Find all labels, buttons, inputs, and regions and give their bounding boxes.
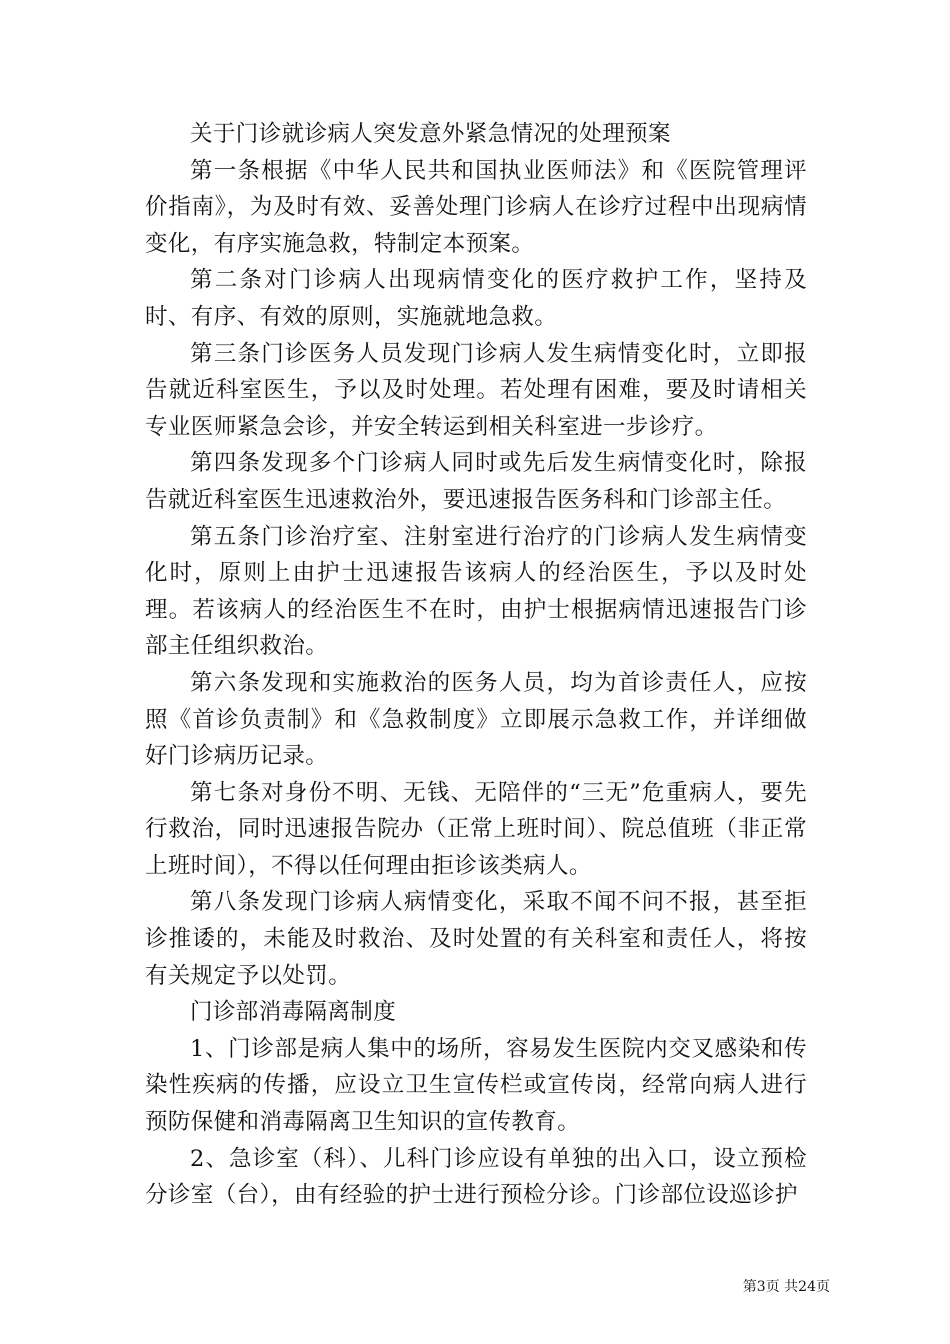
page-number bbox=[0, 1276, 830, 1296]
page-number-suffix: 页 bbox=[816, 1279, 830, 1295]
paragraph-article-4: 第四条发现多个门诊病人同时或先后发生病情变化时，除报告就近科室医生迅速救治外，要迅速报告医务科和门诊部主任。 bbox=[145, 450, 807, 513]
page-number-middle: 页 共 bbox=[765, 1279, 799, 1295]
paragraph-article-8: 第八条发现门诊病人病情变化，采取不闻不问不报，甚至拒诊推诿的，未能及时救治、及时处置的有关科室和责任人，将按有关规定予以处罚。 bbox=[145, 889, 807, 989]
page-number-current: 3 bbox=[756, 1279, 766, 1295]
paragraph-article-3: 第三条门诊医务人员发现门诊病人发生病情变化时，立即报告就近科室医生，予以及时处理。若处理有困难，要及时请相关专业医师紧急会诊，并安全转运到相关科室进一步诊疗。 bbox=[145, 340, 807, 440]
document-body bbox=[145, 116, 807, 1214]
page-number-total: 24 bbox=[798, 1279, 816, 1295]
paragraph-article-7: 第七条对身份不明、无钱、无陪伴的“三无”危重病人，要先行救治，同时迅速报告院办（正常上班时间）、院总值班（非正常上班时间），不得以任何理由拒诊该类病人。 bbox=[145, 779, 807, 879]
document-title: 关于门诊就诊病人突发意外紧急情况的处理预案 bbox=[190, 121, 671, 147]
paragraph-rule-1: 1、门诊部是病人集中的场所，容易发生医院内交叉感染和传染性疾病的传播，应设立卫生宣传栏或宣传岗，经常向病人进行预防保健和消毒隔离卫生知识的宣传教育。 bbox=[145, 1035, 807, 1136]
paragraph-article-6: 第六条发现和实施救治的医务人员，均为首诊责任人，应按照《首诊负责制》和《急救制度》立即展示急救工作，并详细做好门诊病历记录。 bbox=[145, 669, 807, 770]
paragraph-article-2: 第二条对门诊病人出现病情变化的医疗救护工作，坚持及时、有序、有效的原则，实施就地急救。 bbox=[145, 267, 807, 330]
paragraph-article-5: 第五条门诊治疗室、注射室进行治疗的门诊病人发生病情变化时，原则上由护士迅速报告该病人的经治医生，予以及时处理。若该病人的经治医生不在时，由护士根据病情迅速报告门诊部主任组织救治。 bbox=[145, 523, 807, 660]
section-heading: 门诊部消毒隔离制度 bbox=[190, 999, 397, 1026]
paragraph-rule-2: 2、急诊室（科）、儿科门诊应设有单独的出入口，设立预检分诊室（台），由有经验的护士进行预检分诊。门诊部位设巡诊护 bbox=[145, 1145, 807, 1209]
paragraph-article-1: 第一条根据《中华人民共和国执业医师法》和《医院管理评价指南》，为及时有效、妥善处理门诊病人在诊疗过程中出现病情变化，有序实施急救，特制定本预案。 bbox=[145, 157, 807, 257]
page-number-prefix: 第 bbox=[742, 1279, 757, 1295]
